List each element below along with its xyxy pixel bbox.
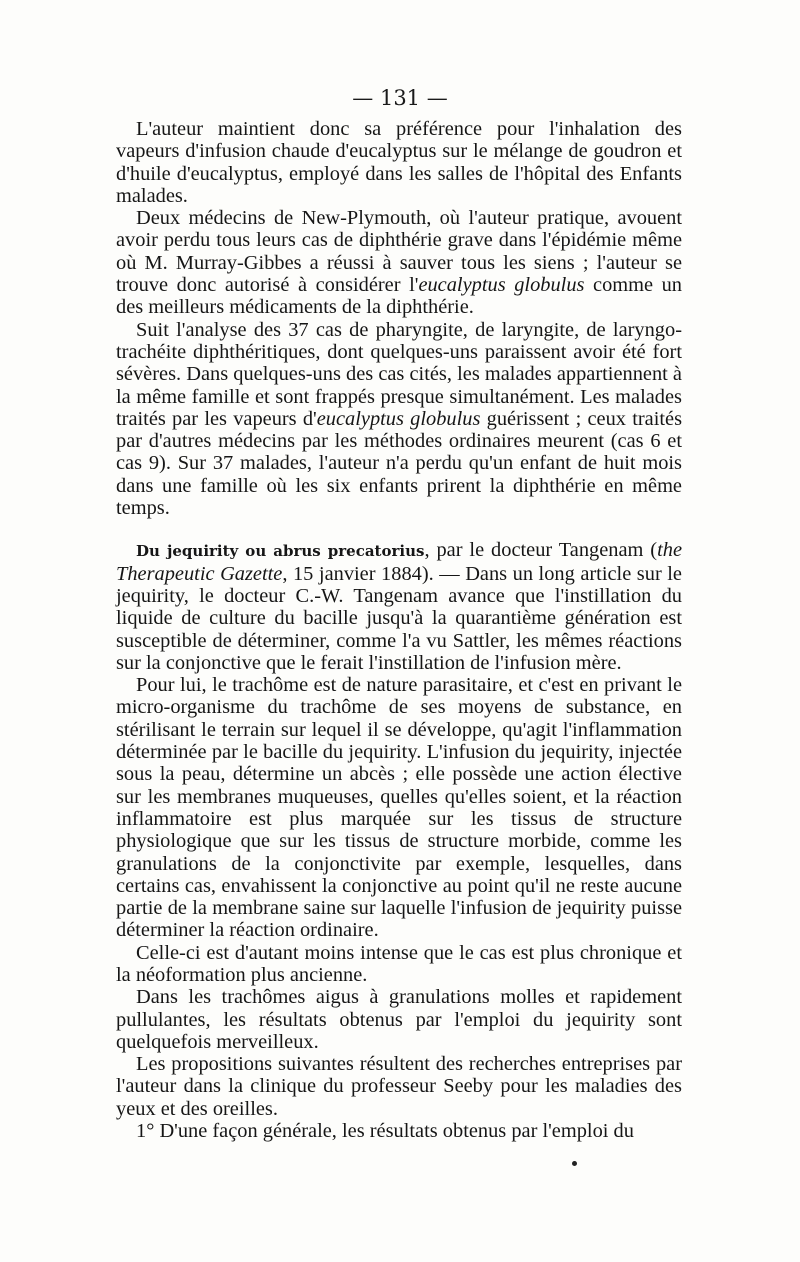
text-run: , 15 janvier 1884). — Dans un long article sur le jequirity, le docteur C.-W. Tangenam avance que l'instillation du liquide de culture du bacille jusqu'à la quarantième génération est susceptible de déterminer, comme l'a vu Sattler, les mêmes réactions sur la conjonctive que le ferait l'instillation de l'infusion mère.	[116, 562, 682, 674]
text-run: Pour lui, le trachôme est de nature parasitaire, et c'est en privant le micro-organisme du trachôme de ses moyens de substance, en stérilisant le terrain sur lequel il se développe, qu'agit l'inflammation déterminée par le bacille du jequirity. L'infusion du jequirity, injectée sous la peau, détermine un abcès ; elle possède une action élective sur les membranes muqueuses, quelles qu'elles soient, et la réaction inflammatoire est plus marquée sur les tissus de structure physiologique que sur les tissus de structure morbide, comme les granulations de la conjonctivite par exemple, lesquelles, dans certains cas, envahissent la conjonctive au point qu'il ne reste aucune partie de la membrane saine sur laquelle l'infusion de jequirity puisse déterminer la réaction ordinaire.	[116, 674, 682, 942]
text-run: Les propositions suivantes résultent des recherches entreprises par l'auteur dans la clinique du professeur Seeby pour les maladies des yeux et des oreilles.	[116, 1053, 682, 1120]
paragraph	[116, 539, 682, 674]
text-run: comme un des meilleurs médicaments de la diphthérie.	[116, 274, 682, 319]
italic-term: eucalyptus globulus	[418, 274, 585, 297]
page-number: — 131 —	[352, 86, 448, 110]
text-run: , par le docteur Tangenam (	[424, 539, 658, 562]
paragraph	[116, 118, 682, 207]
paragraph	[116, 1120, 682, 1142]
text-run: L'auteur maintient donc sa préférence pour l'inhalation des vapeurs d'infusion chaude d'eucalyptus sur le mélange de goudron et d'huile d'eucalyptus, employé dans les salles de l'hôpital des Enfants malades.	[116, 118, 682, 207]
text-run: Celle-ci est d'autant moins intense que le cas est plus chronique et la néoformation plus ancienne.	[116, 941, 682, 986]
ink-dot	[572, 1161, 577, 1166]
italic-term: the Therapeutic Gazette	[116, 539, 683, 585]
body-text	[116, 118, 682, 1142]
text-run: Suit l'analyse des 37 cas de pharyngite, de laryngite, de laryngo-trachéite diphthéritiques, dont quelques-uns paraissent avoir été fort sévères. Dans quelques-uns des cas cités, les malades appartiennent à la même famille et sont frappés presque simultanément. Les malades traités par les vapeurs d'	[116, 318, 682, 430]
paragraph	[116, 319, 682, 520]
text-run: Dans les trachômes aigus à granulations molles et rapidement pullulantes, les résultats obtenus par l'emploi du jequirity sont quelquefois merveilleux.	[116, 986, 682, 1053]
text-run: 1° D'une façon générale, les résultats obtenus par l'emploi du	[136, 1120, 634, 1143]
paragraph	[116, 986, 682, 1053]
paragraph	[116, 674, 682, 942]
paragraph	[116, 207, 682, 318]
text-run: guérissent ; ceux traités par d'autres médecins par les méthodes ordinaires meurent (cas 6 et cas 9). Sur 37 malades, l'auteur n'a perdu qu'un enfant de huit mois dans une famille où les six enfants prirent la diphthérie en même temps.	[116, 407, 683, 520]
paragraph	[116, 1053, 682, 1120]
text-run: Deux médecins de New-Plymouth, où l'auteur pratique, avouent avoir perdu tous leurs cas de diphthérie grave dans l'épidémie même où M. Murray-Gibbes a réussi à sauver tous les siens ; l'auteur se trouve donc autorisé à considérer l'	[116, 207, 682, 297]
italic-term: eucalyptus globulus	[316, 407, 481, 430]
paragraph	[116, 942, 682, 987]
section-heading: Du jequirity ou abrus precatorius	[136, 542, 425, 561]
